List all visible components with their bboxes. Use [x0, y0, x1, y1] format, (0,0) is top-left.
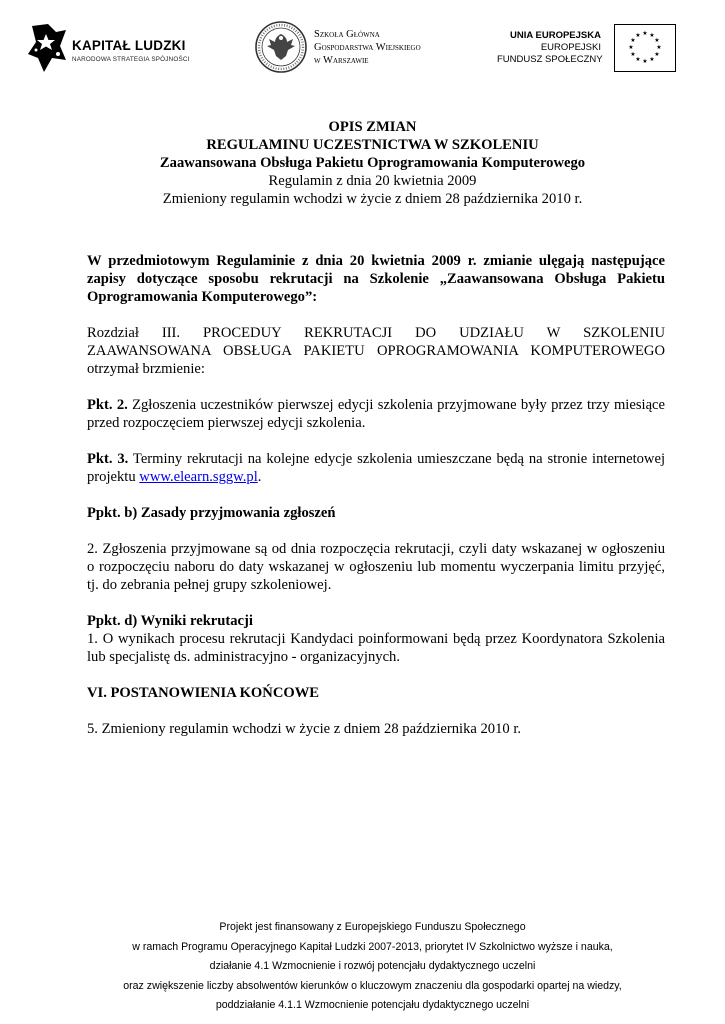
svg-text:★: ★ [630, 37, 636, 44]
eu-text [497, 30, 601, 66]
pkt2-label: Pkt. 2. [87, 397, 128, 413]
kapital-ludzki-emblem-icon [26, 20, 70, 76]
pkt3-end: . [257, 469, 262, 485]
pkt3-paragraph [87, 450, 665, 486]
ppkt-d-text: 1. O wynikach procesu rekrutacji Kandydaci poinformowani będą przez Koordynatora Szkolenia lub specjalistę ds. administracyjno - organizacyjnych. [87, 631, 665, 665]
kapital-ludzki-subtitle: NARODOWA STRATEGIA SPÓJNOŚCI [72, 56, 190, 63]
ppkt-b-text: 2. Zgłoszenia przyjmowane są od dnia rozpoczęcia rekrutacji, czyli daty wskazanej w ogłoszeniu o rozpoczęciu naboru do daty wskazanej w ogłoszeniu lub momentu wyczerpania limitu przyjęć, tj. do zebrania pełnej grupy szkoleniowej. [87, 541, 665, 593]
sggw-seal-icon [254, 20, 308, 74]
footer-line-3: działanie 4.1 Wzmocnienie i rozwój potencjału dydaktycznego uczelni [209, 960, 536, 972]
kapital-ludzki-title: KAPITAŁ LUDZKI [72, 38, 186, 53]
pkt2-text: Zgłoszenia uczestników pierwszej edycji szkolenia przyjmowane były przez trzy miesiące przed rozpoczęciem pierwszej edycji szkolenia. [87, 397, 665, 431]
ppkt-b-heading: Ppkt. b) Zasady przyjmowania zgłoszeń [87, 505, 336, 521]
footer-line-1: Projekt jest finansowany z Europejskiego Funduszu Społecznego [219, 921, 526, 933]
svg-text:★: ★ [649, 32, 655, 39]
sggw-name [314, 28, 421, 67]
svg-text:★: ★ [654, 37, 660, 44]
eu-text-line-3: FUNDUSZ SPOŁECZNY [497, 54, 603, 65]
svg-text:★: ★ [642, 58, 648, 65]
page-footer [60, 918, 685, 1016]
pkt2-paragraph [87, 396, 665, 432]
ppkt-d-heading: Ppkt. d) Wyniki rekrutacji [87, 613, 253, 629]
svg-text:★: ★ [642, 30, 648, 37]
document-body [87, 252, 665, 738]
title-line-1: OPIS ZMIAN [328, 119, 417, 135]
chapter-line-3: otrzymał brzmienie: [87, 361, 205, 377]
intro-paragraph: W przedmiotowym Regulaminie z dnia 20 kwietnia 2009 r. zmianie ulęgają następujące zapisy dotyczące sposobu rekrutacji na Szkolenie „Zaawansowana Obsługa Pakietu Oprogramowania Komputerowego”: [87, 253, 665, 305]
svg-text:★: ★ [654, 51, 660, 58]
svg-text:★: ★ [635, 32, 641, 39]
sggw-name-line-3: w Warszawie [314, 55, 369, 66]
title-line-5: Zmieniony regulamin wchodzi w życie z dniem 28 października 2010 r. [162, 191, 583, 207]
svg-text:★: ★ [635, 56, 641, 63]
eu-flag [614, 24, 676, 72]
eu-text-line-1: UNIA EUROPEJSKA [510, 30, 601, 41]
chapter-paragraph [87, 324, 665, 378]
pkt3-text: Terminy rekrutacji na kolejne edycje szkolenia umieszczane będą na stronie internetowej projektu [87, 451, 665, 485]
chapter-line-2: ZAAWANSOWANA OBSŁUGA PAKIETU OPROGRAMOWANIA KOMPUTEROWEGO [87, 343, 665, 359]
section-vi-heading: VI. POSTANOWIENIA KOŃCOWE [87, 685, 320, 701]
eu-logo [497, 24, 681, 76]
footer-line-4: oraz zwiększenie liczby absolwentów kierunków o kluczowym znaczeniu dla gospodarki opartej na wiedzy, [123, 979, 622, 992]
chapter-line-1: Rozdział III. PROCEDUY REKRUTACJI DO UDZIAŁU W SZKOLENIU [87, 325, 665, 341]
footer-line-2: w ramach Programu Operacyjnego Kapitał Ludzki 2007-2013, priorytet IV Szkolnictwo wyższe i nauka, [132, 940, 613, 953]
footer-line-5: poddziałanie 4.1.1 Wzmocnienie potencjału dydaktycznego uczelni [215, 999, 530, 1011]
svg-text:★: ★ [649, 56, 655, 63]
pkt3-label: Pkt. 3. [87, 451, 129, 467]
svg-text:★: ★ [628, 44, 634, 51]
sggw-name-line-1: Szkoła Główna [314, 29, 380, 40]
title-line-4: Regulamin z dnia 20 kwietnia 2009 [268, 173, 477, 189]
title-line-3: Zaawansowana Obsługa Pakietu Oprogramowania Komputerowego [159, 155, 586, 171]
eu-stars-icon [615, 25, 675, 71]
sggw-name-line-2: Gospodarstwa Wiejskiego [314, 42, 421, 53]
eu-text-line-2: EUROPEJSKI [540, 42, 601, 53]
document-title [80, 118, 665, 208]
section-vi-text: 5. Zmieniony regulamin wchodzi w życie z dniem 28 października 2010 r. [87, 721, 522, 737]
kapital-ludzki-logo [26, 20, 216, 82]
sggw-logo [254, 18, 454, 78]
elearn-link[interactable]: www.elearn.sggw.pl [139, 469, 258, 485]
svg-text:★: ★ [630, 51, 636, 58]
svg-text:★: ★ [656, 44, 662, 51]
title-line-2: REGULAMINU UCZESTNICTWA W SZKOLENIU [206, 137, 539, 153]
